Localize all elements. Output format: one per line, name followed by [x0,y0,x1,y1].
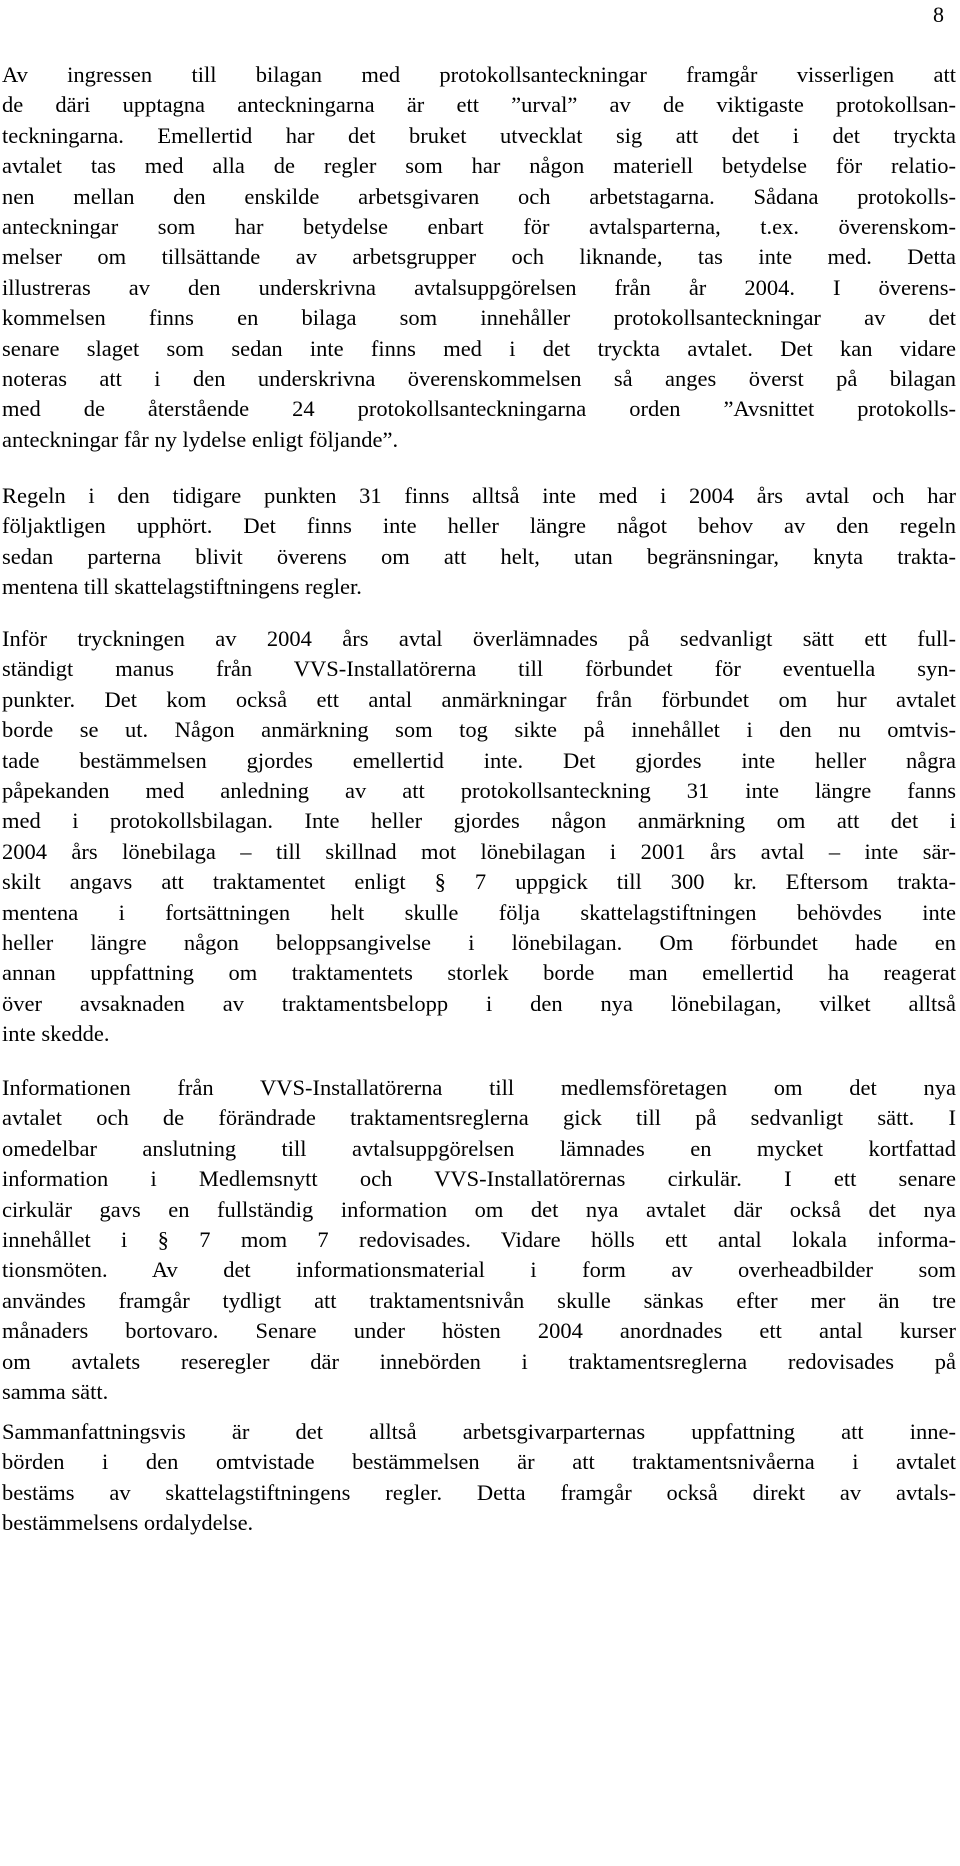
text-line: ständigt manus från VVS-Installatörerna till förbundet för eventuella syn- [2,656,956,681]
text-line: användes framgår tydligt att traktamentsnivån skulle sänkas efter mer än tre [2,1288,956,1313]
text-line: teckningarna. Emellertid har det bruket utvecklat sig att det i det tryckta [2,123,956,148]
text-line: omedelbar anslutning till avtalsuppgörelsen lämnades en mycket kortfattad [2,1136,956,1161]
text-line: borde se ut. Någon anmärkning som tog sikte på innehållet i den nu omtvis- [2,717,956,742]
text-line: illustreras av den underskrivna avtalsuppgörelsen från år 2004. I överens- [2,275,956,300]
text-line: börden i den omtvistade bestämmelsen är att traktamentsnivåerna i avtalet [2,1449,956,1474]
text-line: bestäms av skattelagstiftningens regler. Detta framgår också direkt av avtals- [2,1480,956,1505]
text-line: mentena i fortsättningen helt skulle följa skattelagstiftningen behövdes inte [2,900,956,925]
text-line: över avsaknaden av traktamentsbelopp i den nya lönebilagan, vilket alltså [2,991,956,1016]
text-line: tade bestämmelsen gjordes emellertid inte. Det gjordes inte heller några [2,748,956,773]
text-line: följaktligen upphört. Det finns inte heller längre något behov av den regeln [2,513,956,538]
text-line: innehållet i § 7 mom 7 redovisades. Vidare hölls ett antal lokala informa- [2,1227,956,1252]
text-line: skilt angavs att traktamentet enligt § 7 uppgick till 300 kr. Eftersom trakta- [2,869,956,894]
text-line: sedan parterna blivit överens om att helt, utan begränsningar, knyta trakta- [2,544,956,569]
text-line: cirkulär gavs en fullständig information om det nya avtalet där också det nya [2,1197,956,1222]
text-line: punkter. Det kom också ett antal anmärkningar från förbundet om hur avtalet [2,687,956,712]
text-line: 2004 års lönebilaga – till skillnad mot lönebilagan i 2001 års avtal – inte sär- [2,839,956,864]
text-line: avtalet och de förändrade traktamentsreglerna gick till på sedvanligt sätt. I [2,1105,956,1130]
text-line: Av ingressen till bilagan med protokollsanteckningar framgår visserligen att [2,62,956,87]
text-line: kommelsen finns en bilaga som innehåller protokollsanteckningar av det [2,305,956,330]
text-line: melser om tillsättande av arbetsgrupper och liknande, tas inte med. Detta [2,244,956,269]
text-line: påpekanden med anledning av att protokollsanteckning 31 inte längre fanns [2,778,956,803]
text-line: mentena till skattelagstiftningens regler. [2,574,362,599]
text-line: om avtalets reseregler där innebörden i traktamentsreglerna redovisades på [2,1349,956,1374]
text-line: information i Medlemsnytt och VVS-Installatörernas cirkulär. I ett senare [2,1166,956,1191]
text-line: med de återstående 24 protokollsanteckningarna orden ”Avsnittet protokolls- [2,396,956,421]
text-line: de däri upptagna anteckningarna är ett ”urval” av de viktigaste protokollsan- [2,92,956,117]
text-line: Inför tryckningen av 2004 års avtal överlämnades på sedvanligt sätt ett full- [2,626,956,651]
text-line: månaders bortovaro. Senare under hösten 2004 anordnades ett antal kurser [2,1318,956,1343]
text-line: samma sätt. [2,1379,109,1404]
text-line: heller längre någon beloppsangivelse i lönebilagan. Om förbundet hade en [2,930,956,955]
text-line: annan uppfattning om traktamentets storlek borde man emellertid ha reagerat [2,960,956,985]
text-line: tionsmöten. Av det informationsmaterial i form av overheadbilder som [2,1257,956,1282]
page-number: 8 [933,2,944,27]
text-line: med i protokollsbilagan. Inte heller gjordes någon anmärkning om att det i [2,808,956,833]
text-line: avtalet tas med alla de regler som har någon materiell betydelse för relatio- [2,153,956,178]
text-line: senare slaget som sedan inte finns med i det tryckta avtalet. Det kan vidare [2,336,956,361]
text-line: anteckningar får ny lydelse enligt följande”. [2,427,399,452]
text-line: nen mellan den enskilde arbetsgivaren och arbetstagarna. Sådana protokolls- [2,184,956,209]
text-line: anteckningar som har betydelse enbart för avtalsparterna, t.ex. överenskom- [2,214,956,239]
text-line: Sammanfattningsvis är det alltså arbetsgivarparternas uppfattning att inne- [2,1419,956,1444]
text-line: bestämmelsens ordalydelse. [2,1510,254,1535]
text-line: Regeln i den tidigare punkten 31 finns alltså inte med i 2004 års avtal och har [2,483,956,508]
text-line: noteras att i den underskrivna överenskommelsen så anges överst på bilagan [2,366,956,391]
text-line: Informationen från VVS-Installatörerna till medlemsföretagen om det nya [2,1075,956,1100]
text-line: inte skedde. [2,1021,110,1046]
